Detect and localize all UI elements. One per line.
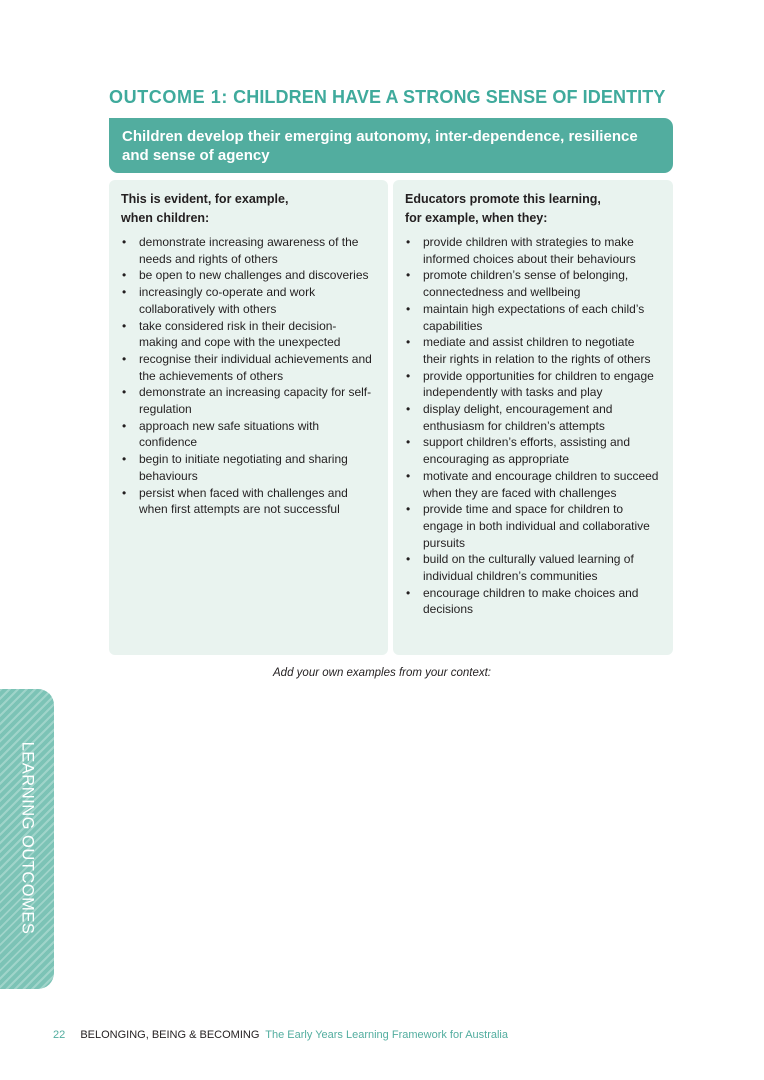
list-item: • maintain high expectations of each child’s capabilities	[405, 301, 659, 334]
list-item: • provide time and space for children to engage in both individual and collaborative pursuits	[405, 501, 659, 551]
list-item: • be open to new challenges and discoveries	[121, 267, 374, 284]
list-item: • demonstrate increasing awareness of the needs and rights of others	[121, 234, 374, 267]
list-item: • take considered risk in their decision-making and cope with the unexpected	[121, 318, 374, 351]
educators-promote-list	[405, 234, 659, 618]
list-item: • support children’s efforts, assisting and encouraging as appropriate	[405, 434, 659, 467]
list-item: • approach new safe situations with confidence	[121, 418, 374, 451]
column-title-line: Educators promote this learning,	[405, 192, 601, 206]
list-item: • motivate and encourage children to succeed when they are faced with challenges	[405, 468, 659, 501]
outcome-banner: Children develop their emerging autonomy, inter-dependence, resilience and sense of agency	[109, 118, 673, 173]
children-evidence-list	[121, 234, 374, 518]
list-item: • encourage children to make choices and decisions	[405, 585, 659, 618]
outcome-number: OUTCOME 1:	[109, 87, 229, 107]
educators-promote-title	[405, 190, 659, 228]
page-footer	[53, 1029, 508, 1041]
children-evidence-title	[121, 190, 374, 228]
publication-subtitle: The Early Years Learning Framework for Australia	[265, 1029, 508, 1041]
column-title-line: when children:	[121, 211, 210, 225]
list-item: • increasingly co-operate and work collaboratively with others	[121, 284, 374, 317]
publication-series: BELONGING, BEING & BECOMING	[80, 1029, 260, 1041]
list-item: • begin to initiate negotiating and sharing behaviours	[121, 451, 374, 484]
list-item: • provide opportunities for children to engage independently with tasks and play	[405, 368, 659, 401]
column-title-line: This is evident, for example,	[121, 192, 289, 206]
list-item: • mediate and assist children to negotiate their rights in relation to the rights of others	[405, 334, 659, 367]
context-prompt: Add your own examples from your context:	[273, 667, 491, 679]
side-tab-label: LEARNING OUTCOMES	[18, 741, 37, 935]
list-item: • recognise their individual achievements and the achievements of others	[121, 351, 374, 384]
page-number: 22	[53, 1029, 66, 1041]
list-item: • promote children’s sense of belonging, connectedness and wellbeing	[405, 267, 659, 300]
list-item: • demonstrate an increasing capacity for self-regulation	[121, 384, 374, 417]
outcome-title: CHILDREN HAVE A STRONG SENSE OF IDENTITY	[228, 87, 666, 107]
outcome-heading	[109, 86, 665, 108]
list-item: • provide children with strategies to make informed choices about their behaviours	[405, 234, 659, 267]
children-evidence-column	[109, 180, 388, 655]
list-item: • build on the culturally valued learning of individual children’s communities	[405, 551, 659, 584]
column-title-line: for example, when they:	[405, 211, 548, 225]
educators-promote-column	[393, 180, 673, 655]
list-item: • persist when faced with challenges and when first attempts are not successful	[121, 485, 374, 518]
list-item: • display delight, encouragement and enthusiasm for children’s attempts	[405, 401, 659, 434]
